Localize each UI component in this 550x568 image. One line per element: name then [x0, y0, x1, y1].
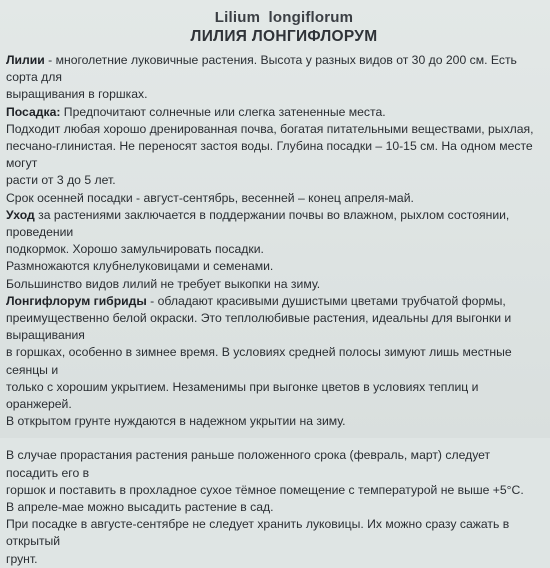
- care-text: за растениями заключается в поддержании почвы во влажном, рыхлом состоянии, проведении подкормок. Хорошо замульчировать посадки.: [6, 207, 510, 257]
- season-paragraph: Срок осенней посадки - август-сентябрь, весенней – конец апреля-май.: [6, 190, 414, 205]
- russian-title: ЛИЛИЯ ЛОНГИФЛОРУМ: [190, 28, 378, 45]
- lilies-paragraph: [6, 52, 540, 104]
- digging-paragraph: Большинство видов лилий не требует выкопки на зиму.: [6, 276, 321, 291]
- hybrids-paragraph: [6, 293, 540, 413]
- instruction-text: [6, 52, 540, 568]
- autumn-paragraph: При посадке в августе-сентябре не следует хранить луковицы. Их можно сразу сажать в открытый грунт.: [6, 517, 510, 566]
- soil-paragraph: Подходит любая хорошо дренированная почва, богатая питательными веществами, рыхлая, песчано-глинистая. Не переносят застоя воды. Глубина посадки – 10-15 см. На одном месте могут расти от 3 до 5 лет.: [6, 121, 534, 188]
- planting-term: Посадка:: [6, 104, 61, 119]
- care-term: Уход: [6, 207, 35, 222]
- lilies-term: Лилии: [6, 53, 45, 67]
- latin-title: Lilium longiflorum: [214, 9, 354, 26]
- planting-paragraph: [6, 104, 540, 121]
- planting-text: Предпочитают солнечные или слегка затененные места.: [60, 104, 386, 119]
- title-block: [28, 9, 540, 46]
- care-paragraph: [6, 207, 540, 259]
- paragraph-gap: [6, 430, 540, 447]
- propagation-paragraph: Размножаются клубнелуковицами и семенами.: [6, 259, 274, 274]
- hybrids-term: Лонгифлорум гибриды: [6, 293, 147, 308]
- sprouting-paragraph: В случае прорастания растения раньше положенного срока (февраль, март) следует посадить его в горшок и поставить в прохладное сухое тёмное помещение с температурой не выше +5°С. В апреле-мае можно высадить растение в сад.: [6, 448, 524, 515]
- outdoor-paragraph: В открытом грунте нуждаются в надежном укрытии на зиму.: [6, 414, 346, 429]
- hybrids-text: - обладают красивыми душистыми цветами трубчатой формы, преимущественно белой окраски. Это теплолюбивые растения, идеальны для выгонки и выращивания в горшках, особенно в зимнее время. В условиях средней полосы зимуют лишь местные сеянцы и только с хорошим укрытием. Незаменимы при выгонке цветов в условиях теплиц и оранжерей.: [6, 293, 512, 412]
- lilies-text: - многолетние луковичные растения. Высота у разных видов от 30 до 200 см. Есть сорта для выращивания в горшках.: [6, 53, 517, 102]
